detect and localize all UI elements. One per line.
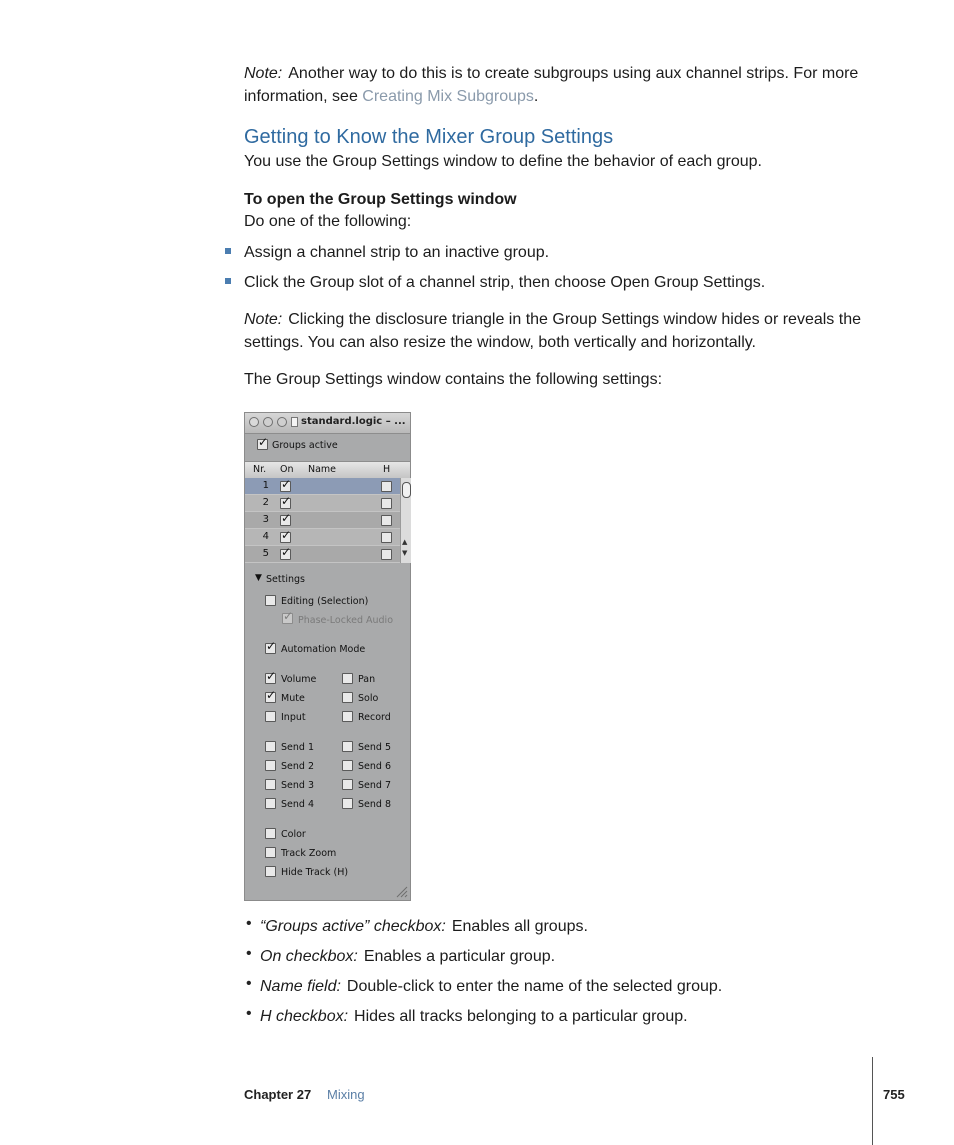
group-on-checkbox[interactable] [280,481,291,492]
task-title: To open the Group Settings window [244,191,517,208]
send-1-checkbox[interactable] [265,741,276,752]
definition-desc: Enables a particular group. [363,948,556,965]
note-label: Note: [244,311,283,328]
group-settings-window [244,412,411,901]
record-checkbox[interactable] [342,711,353,722]
document-icon [291,417,298,427]
definition-term: On checkbox: [260,948,358,965]
group-number: 1 [262,480,269,491]
group-on-checkbox[interactable] [280,532,291,543]
color-label: Color [281,829,306,840]
group-h-checkbox[interactable] [381,532,392,543]
group-on-checkbox[interactable] [280,549,291,560]
input-label: Input [281,712,306,723]
settings-label: Settings [266,574,305,585]
phase-locked-label: Phase-Locked Audio [298,615,394,626]
group-row[interactable] [245,478,400,495]
hide-track-label: Hide Track (H) [281,867,349,878]
footer-divider [872,1057,873,1145]
definition-term: “Groups active” checkbox: [260,918,446,935]
group-number: 4 [262,531,269,542]
definition-item [260,975,722,998]
pan-checkbox[interactable] [342,673,353,684]
input-checkbox[interactable] [265,711,276,722]
record-label: Record [358,712,391,723]
footer-section-link[interactable]: Mixing [327,1087,365,1102]
definition-term: Name field: [260,978,341,995]
table-scrollbar[interactable] [400,478,411,563]
send-4-label: Send 4 [281,799,314,810]
column-header-on[interactable]: On [280,464,294,475]
note-paragraph-1-line2 [244,85,538,108]
bullet-dot-icon: • [246,975,252,992]
section-intro: You use the Group Settings window to define the behavior of each group. [244,153,762,170]
send-8-checkbox[interactable] [342,798,353,809]
note-paragraph-1 [244,62,858,85]
group-number: 3 [262,514,269,525]
group-number: 2 [262,497,269,508]
mute-label: Mute [281,693,305,704]
contains-text: The Group Settings window contains the following settings: [244,371,663,388]
bullet-dot-icon: • [246,1005,252,1022]
zoom-window-icon[interactable] [277,417,287,427]
send-7-label: Send 7 [358,780,391,791]
editing-checkbox[interactable] [265,595,276,606]
window-titlebar [245,413,410,434]
column-header-nr[interactable]: Nr. [253,464,267,475]
hide-track-checkbox[interactable] [265,866,276,877]
close-window-icon[interactable] [249,417,259,427]
volume-checkbox[interactable] [265,673,276,684]
send-5-checkbox[interactable] [342,741,353,752]
groups-active-checkbox[interactable] [257,439,268,450]
pan-label: Pan [358,674,376,685]
column-header-name[interactable]: Name [308,464,337,475]
note-text: Clicking the disclosure triangle in the Group Settings window hides or reveals the [288,311,861,328]
group-number: 5 [262,548,269,559]
group-row[interactable] [245,529,400,546]
editing-label: Editing (Selection) [281,596,369,607]
settings-disclosure-triangle-icon[interactable]: ▼ [255,573,262,583]
scrollbar-thumb[interactable] [402,482,411,498]
send-3-label: Send 3 [281,780,314,791]
track-zoom-label: Track Zoom [281,848,337,859]
note-text: information, see [244,88,363,105]
send-3-checkbox[interactable] [265,779,276,790]
definition-term: H checkbox: [260,1008,349,1025]
solo-checkbox[interactable] [342,692,353,703]
task-step: Click the Group slot of a channel strip, then choose Open Group Settings. [244,274,766,291]
bullet-dot-icon: • [246,945,252,962]
send-8-label: Send 8 [358,799,391,810]
send-6-checkbox[interactable] [342,760,353,771]
note-paragraph-2-line2: settings. You can also resize the window, both vertically and horizontally. [244,334,756,351]
group-h-checkbox[interactable] [381,498,392,509]
bullet-dot-icon: • [246,915,252,932]
definition-desc: Enables all groups. [451,918,588,935]
note-label: Note: [244,65,283,82]
definition-item [260,945,555,968]
definition-desc: Double-click to enter the name of the selected group. [346,978,723,995]
solo-label: Solo [358,693,379,704]
send-7-checkbox[interactable] [342,779,353,790]
column-header-h[interactable]: H [383,464,391,475]
task-lead: Do one of the following: [244,213,412,230]
scroll-up-arrow-icon[interactable]: ▲ [402,538,408,546]
group-h-checkbox[interactable] [381,515,392,526]
page-number: 755 [883,1087,905,1102]
cross-reference-link[interactable]: Creating Mix Subgroups [362,88,534,105]
group-h-checkbox[interactable] [381,549,392,560]
track-zoom-checkbox[interactable] [265,847,276,858]
automation-mode-checkbox[interactable] [265,643,276,654]
send-2-checkbox[interactable] [265,760,276,771]
bullet-square-icon [225,248,231,254]
group-row[interactable] [245,495,400,512]
group-on-checkbox[interactable] [280,498,291,509]
send-5-label: Send 5 [358,742,391,753]
window-title: standard.logic – ... [301,416,406,427]
send-6-label: Send 6 [358,761,391,772]
groups-active-label: Groups active [272,440,338,451]
color-checkbox[interactable] [265,828,276,839]
mute-checkbox[interactable] [265,692,276,703]
definition-desc: Hides all tracks belonging to a particular group. [354,1008,688,1025]
group-row[interactable] [245,546,400,563]
group-row[interactable] [245,512,400,529]
send-4-checkbox[interactable] [265,798,276,809]
group-on-checkbox[interactable] [280,515,291,526]
automation-mode-label: Automation Mode [281,644,366,655]
scroll-down-arrow-icon[interactable]: ▼ [402,549,408,557]
definition-item [260,915,588,938]
footer-chapter: Chapter 27 [244,1087,312,1102]
group-table-header [245,461,410,479]
minimize-window-icon[interactable] [263,417,273,427]
bullet-square-icon [225,278,231,284]
note-text: Another way to do this is to create subgroups using aux channel strips. For more [288,65,859,82]
task-step: Assign a channel strip to an inactive group. [244,244,550,261]
section-heading: Getting to Know the Mixer Group Settings [244,126,614,148]
resize-grip-icon[interactable] [396,886,408,898]
phase-locked-checkbox[interactable] [282,613,293,624]
definition-item [260,1005,688,1028]
send-1-label: Send 1 [281,742,314,753]
volume-label: Volume [281,674,317,685]
note-text: . [533,88,539,105]
group-h-checkbox[interactable] [381,481,392,492]
note-paragraph-2 [244,308,861,331]
send-2-label: Send 2 [281,761,314,772]
